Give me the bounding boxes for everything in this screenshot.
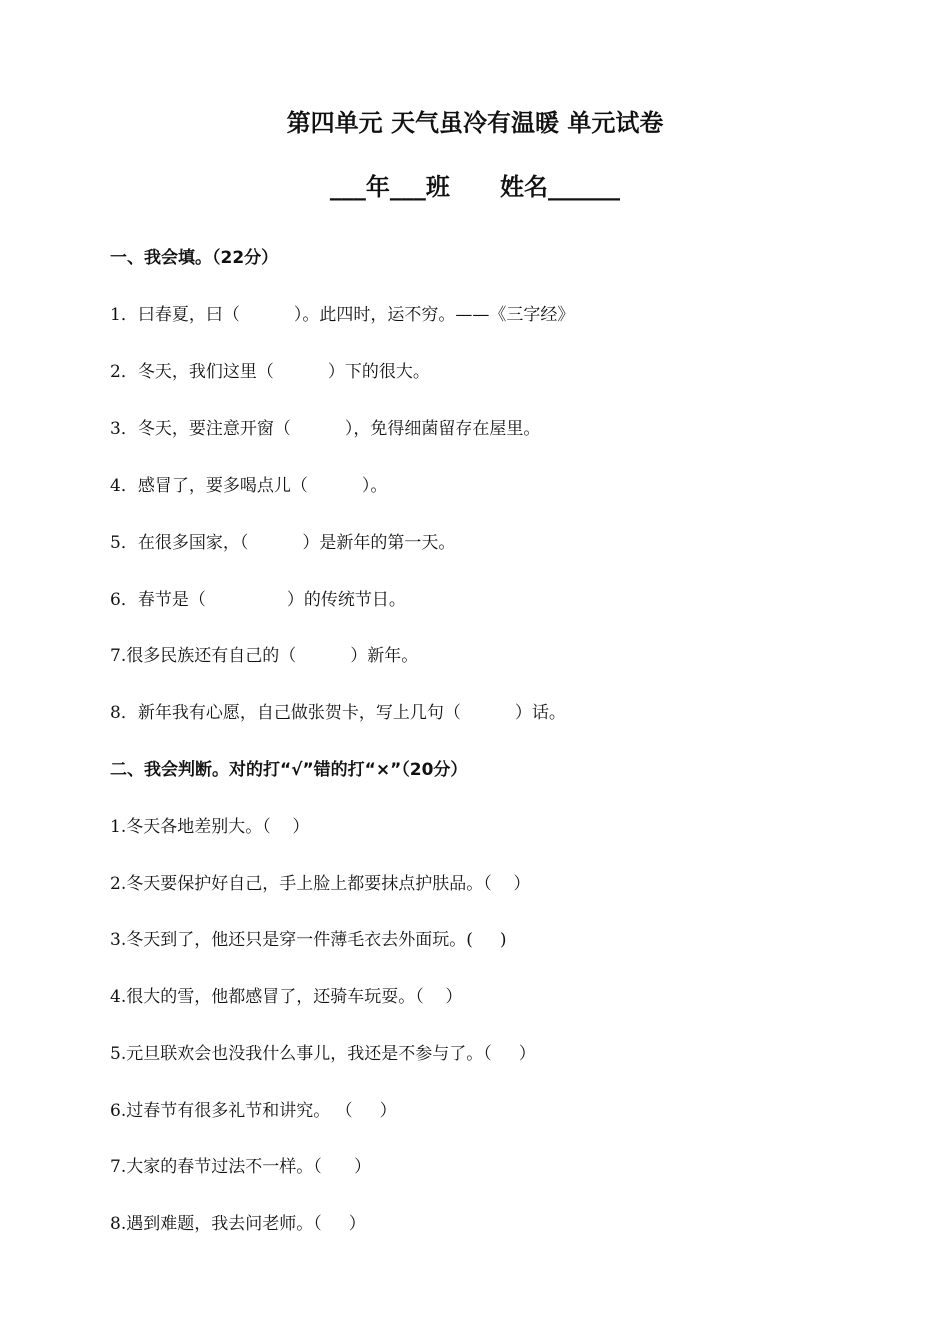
- fill-question-3: 3．冬天，要注意开窗（ ），免得细菌留存在屋里。: [110, 419, 541, 439]
- section-heading-judge: 二、我会判断。对的打“√”错的打“×”（20分）: [110, 760, 468, 780]
- judge-question-1: 1.冬天各地差别大。（ ）: [110, 817, 310, 837]
- fill-question-6: 6．春节是（ ）的传统节日。: [110, 590, 406, 610]
- judge-question-7: 7.大家的春节过法不一样。（ ）: [110, 1157, 372, 1177]
- fill-question-2: 2．冬天，我们这里（ ）下的很大。: [110, 362, 430, 382]
- fill-question-5: 5．在很多国家，（ ）是新年的第一天。: [110, 533, 456, 553]
- judge-question-6: 6.过春节有很多礼节和讲究。 （ ）: [110, 1101, 397, 1121]
- fill-question-1: 1．曰春夏，曰（ ）。此四时，运不穷。——《三字经》: [110, 305, 575, 325]
- fill-question-8: 8．新年我有心愿，自己做张贺卡，写上几句（ ）话。: [110, 703, 566, 723]
- section-heading-fill: 一、我会填。（22分）: [110, 248, 279, 268]
- fill-question-7: 7.很多民族还有自己的（ ）新年。: [110, 646, 419, 666]
- judge-question-8: 8.遇到难题，我去问老师。（ ）: [110, 1214, 366, 1234]
- fill-question-4: 4．感冒了，要多喝点儿（ ）。: [110, 476, 388, 496]
- judge-question-4: 4.很大的雪，他都感冒了，还骑车玩耍。（ ）: [110, 987, 463, 1007]
- judge-question-5: 5.元旦联欢会也没我什么事儿，我还是不参与了。（ ）: [110, 1044, 536, 1064]
- judge-question-3: 3.冬天到了，他还只是穿一件薄毛衣去外面玩。( ): [110, 930, 507, 950]
- judge-question-2: 2.冬天要保护好自己，手上脸上都要抹点护肤品。（ ）: [110, 874, 531, 894]
- page-title: 第四单元 天气虽冷有温暖 单元试卷: [286, 109, 664, 137]
- class-name-line: ___年___班 姓名______: [329, 173, 621, 201]
